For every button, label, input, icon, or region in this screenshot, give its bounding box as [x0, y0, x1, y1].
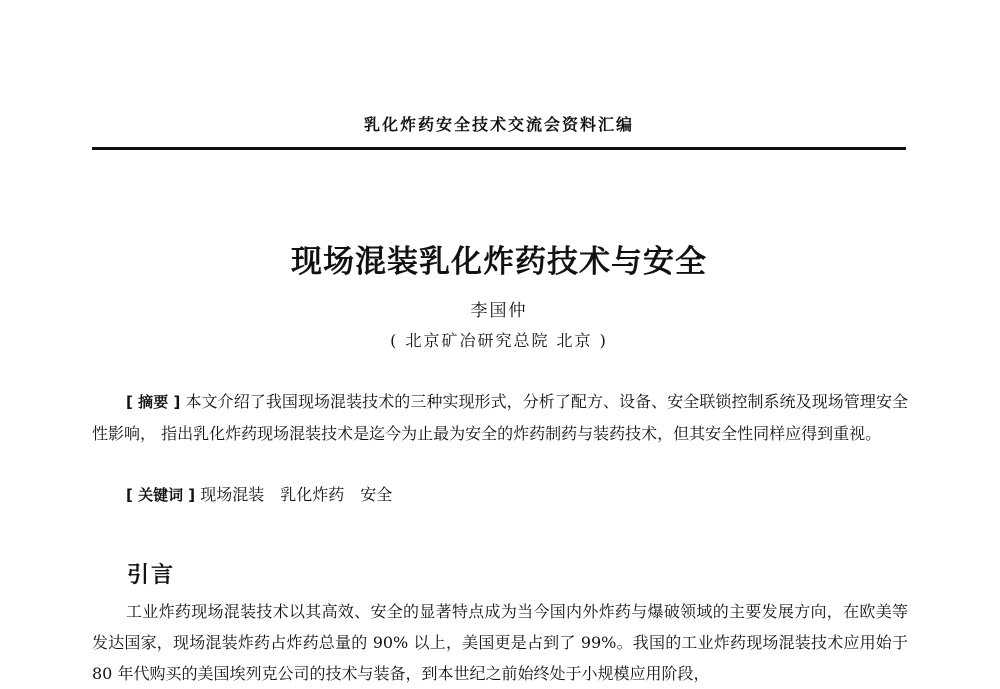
abstract [92, 386, 908, 449]
article-title: 现场混装乳化炸药技术与安全 [291, 244, 707, 280]
intro-paragraph: 工业炸药现场混装技术以其高效、安全的显著特点成为当今国内外炸药与爆破领域的主要发展方向，在欧美等发达国家，现场混装炸药占炸药总量的 90% 以上，美国更是占到了 99%。我国的工业炸药现场混装技术应用始于 80 年代购买的美国埃列克公司的技术与装备，到本世纪之前始终处于小规模应用阶段， [92, 602, 908, 683]
running-header: 乳化炸药安全技术交流会资料汇编 [363, 115, 634, 134]
keyword: 乳化炸药 [280, 485, 345, 504]
abstract-text: 本文介绍了我国现场混装技术的三种实现形式，分析了配方、设备、安全联锁控制系统及现场管理安全性影响， 指出乳化炸药现场混装技术是迄今为止最为安全的炸药制药与装药技术，但其安全性同样应得到重视。 [92, 392, 909, 443]
author-name: 李国仲 [470, 301, 528, 321]
keyword: 安全 [360, 485, 393, 504]
section-heading-introduction: 引言 [127, 563, 176, 588]
keywords [126, 481, 408, 509]
author-affiliation: ( 北京矿冶研究总院 北京 ) [390, 331, 608, 350]
header-rule [92, 147, 906, 150]
keyword: 现场混装 [200, 485, 265, 504]
abstract-label: [ 摘要 ] [126, 393, 181, 411]
keywords-label: [ 关键词 ] [126, 486, 196, 504]
